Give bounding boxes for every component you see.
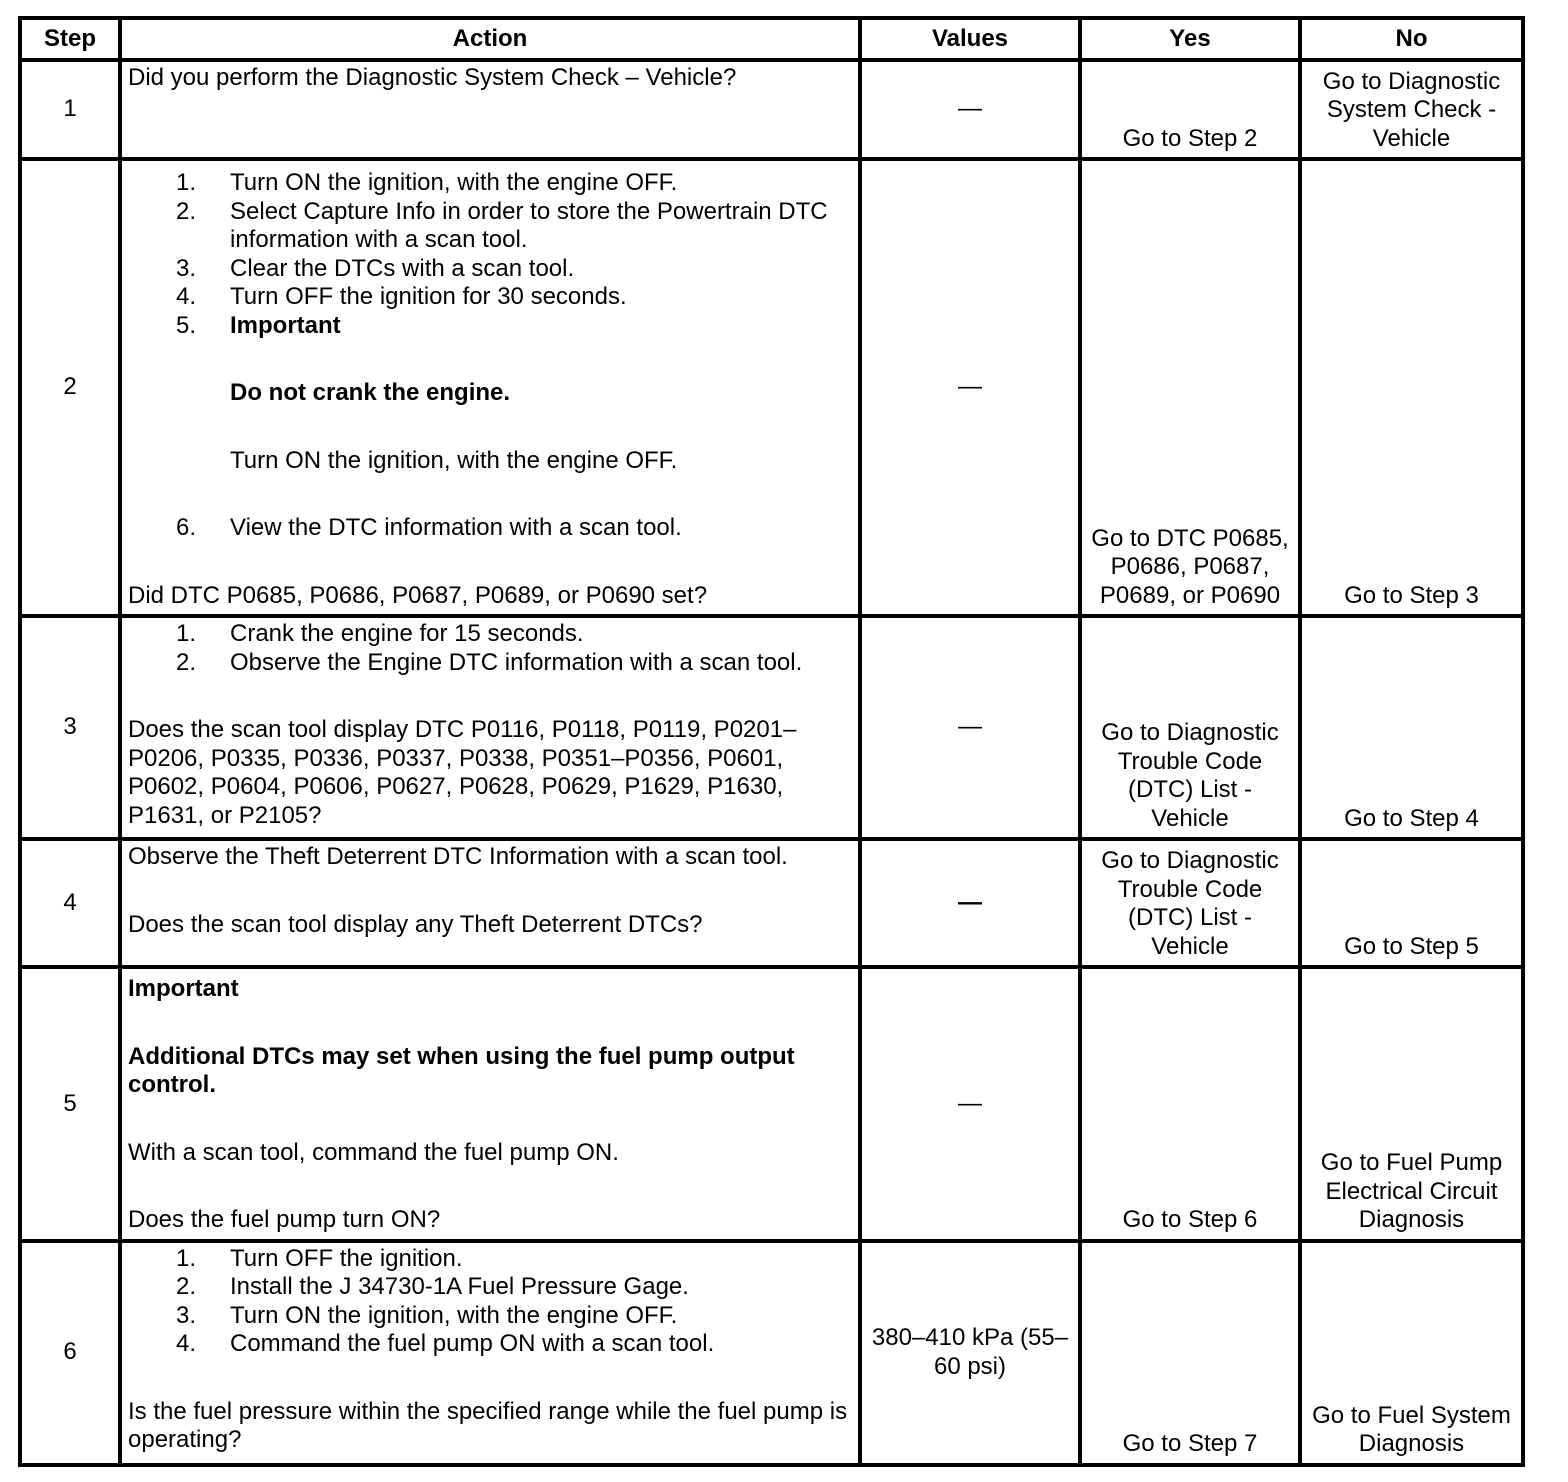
table-row (20, 616, 1523, 839)
important-note: Additional DTCs may set when using the fuel pump output control. (128, 1042, 795, 1098)
table-row (20, 159, 1523, 616)
action-cell (120, 159, 860, 616)
step-number: 4 (20, 839, 120, 967)
values-cell: — (860, 967, 1080, 1241)
step-number: 5 (20, 967, 120, 1241)
action-question: Does the fuel pump turn ON? (128, 1206, 441, 1233)
values-cell: — (860, 616, 1080, 839)
action-steps (128, 620, 852, 677)
action-steps (128, 169, 852, 340)
step-number: 6 (20, 1241, 120, 1465)
values-cell: — (860, 839, 1080, 967)
important-label: Important (128, 975, 239, 1002)
header-yes: Yes (1080, 18, 1300, 60)
step-number: 3 (20, 616, 120, 839)
list-item: 2. Install the J 34730-1A Fuel Pressure Gage. (176, 1273, 689, 1300)
action-instruction: Observe the Theft Deterrent DTC Information with a scan tool. (128, 843, 788, 870)
list-item: 3. Clear the DTCs with a scan tool. (176, 254, 575, 282)
header-values: Values (860, 18, 1080, 60)
yes-cell: Go to Diagnostic Trouble Code (DTC) List - Vehicle (1080, 839, 1300, 967)
substep-text: Turn ON the ignition, with the engine OFF. (230, 446, 678, 474)
yes-cell: Go to Step 2 (1080, 60, 1300, 159)
header-step: Step (20, 18, 120, 60)
table-row (20, 1241, 1523, 1465)
action-cell (120, 60, 860, 159)
header-no: No (1300, 18, 1523, 60)
no-cell: Go to Diagnostic System Check - Vehicle (1300, 60, 1523, 159)
list-item: 5. Important (176, 311, 341, 339)
no-cell: Go to Step 5 (1300, 839, 1523, 967)
list-item: 4. Turn OFF the ignition for 30 seconds. (176, 283, 627, 310)
yes-cell: Go to Step 6 (1080, 967, 1300, 1241)
important-note: Do not crank the engine. (230, 379, 511, 406)
table-row (20, 967, 1523, 1241)
yes-cell: Go to DTC P0685, P0686, P0687, P0689, or P0690 (1080, 159, 1300, 616)
list-item: 4. Command the fuel pump ON with a scan tool. (176, 1330, 715, 1357)
action-question: Did you perform the Diagnostic System Check – Vehicle? (128, 64, 737, 91)
list-item: 6. View the DTC information with a scan tool. (176, 514, 682, 541)
values-cell: — (860, 159, 1080, 616)
list-item: 1. Turn OFF the ignition. (176, 1244, 463, 1272)
header-row (20, 18, 1523, 60)
action-cell (120, 1241, 860, 1465)
table-row (20, 60, 1523, 159)
values-cell: 380–410 kPa (55–60 psi) (860, 1241, 1080, 1465)
list-item: 1. Turn ON the ignition, with the engine OFF. (176, 169, 678, 196)
action-cell (120, 839, 860, 967)
header-action: Action (120, 18, 860, 60)
values-cell: — (860, 60, 1080, 159)
step-number: 1 (20, 60, 120, 159)
list-item: 2. Select Capture Info in order to store the Powertrain DTC information with a scan tool. (176, 197, 828, 253)
list-item: 2. Observe the Engine DTC information with a scan tool. (176, 648, 803, 676)
step-number: 2 (20, 159, 120, 616)
action-steps (128, 1245, 852, 1359)
action-question: Does the scan tool display any Theft Deterrent DTCs? (128, 910, 703, 938)
list-item: 3. Turn ON the ignition, with the engine OFF. (176, 1301, 678, 1329)
action-question: Does the scan tool display DTC P0116, P0118, P0119, P0201–P0206, P0335, P0336, P0337, P0338, P0351–P0356, P0601, P0602, P0604, P0606, P0627, P0628, P0629, P1629, P1630, P1631, or P2105? (128, 716, 797, 829)
no-cell: Go to Fuel System Diagnosis (1300, 1241, 1523, 1465)
list-item: 1. Crank the engine for 15 seconds. (176, 620, 584, 647)
diagnostic-table (18, 16, 1525, 1467)
action-cell (120, 616, 860, 839)
action-question: Did DTC P0685, P0686, P0687, P0689, or P0690 set? (128, 581, 708, 609)
yes-cell: Go to Diagnostic Trouble Code (DTC) List - Vehicle (1080, 616, 1300, 839)
action-instruction: With a scan tool, command the fuel pump ON. (128, 1138, 619, 1166)
table-row (20, 839, 1523, 967)
action-cell (120, 967, 860, 1241)
action-question: Is the fuel pressure within the specified range while the fuel pump is operating? (128, 1397, 848, 1453)
no-cell: Go to Step 4 (1300, 616, 1523, 839)
action-steps (128, 514, 852, 543)
yes-cell: Go to Step 7 (1080, 1241, 1300, 1465)
no-cell: Go to Fuel Pump Electrical Circuit Diagnosis (1300, 967, 1523, 1241)
no-cell: Go to Step 3 (1300, 159, 1523, 616)
